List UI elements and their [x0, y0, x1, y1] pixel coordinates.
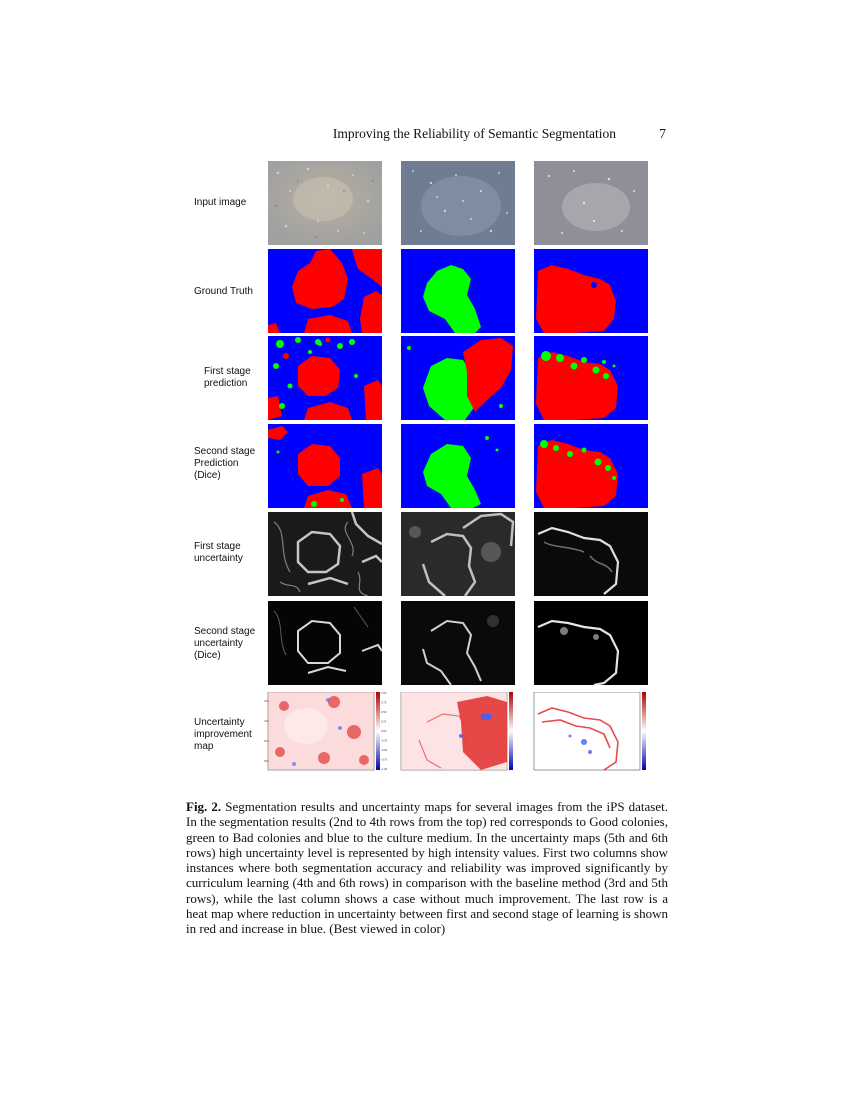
second-stage-uncertainty-col2	[401, 601, 515, 685]
second-stage-prediction-col1	[268, 424, 382, 508]
colorbar-tick-label: -0.75	[381, 758, 388, 762]
page-number: 7	[659, 126, 666, 141]
second-stage-prediction-col2	[401, 424, 515, 508]
figure-caption-text: Segmentation results and uncertainty maps for several images from the iPS dataset. In the segmentation results (2nd to 4th rows from the top) red corresponds to Good colonies, green to Bad colonies and blue to the culture medium. In the uncertainty maps (5th and 6th rows) high uncertainty level is represented by high intensity values. First two columns show instances where both segmentation accuracy and reliability was improved significantly by curriculum learning (4th and 6th rows) in comparison with the baseline method (3rd and 5th rows), while the last column shows a case without much improvement. The last row is a heat map where reduction in uncertainty between first and second stage of learning is shown in red and increase in blue. (Best viewed in color)	[186, 799, 668, 937]
running-head	[186, 126, 666, 144]
first-stage-prediction-col3	[534, 336, 648, 420]
ground-truth-col3	[534, 249, 648, 333]
first-stage-prediction-col2	[401, 336, 515, 420]
row-label-first-stage-prediction: First stage prediction	[204, 366, 251, 389]
colorbar-tick-label: 1.00	[381, 692, 387, 695]
colorbar-tick-label: 0.00	[381, 730, 387, 733]
ground-truth-col2	[401, 249, 515, 333]
figure-caption	[186, 799, 668, 937]
row-label-first-stage-uncertainty: First stage uncertainty	[194, 541, 243, 564]
colorbar-tick-label: 0.25	[381, 720, 387, 724]
running-title: Improving the Reliability of Semantic Segmentation	[332, 126, 616, 141]
input-image-col1	[268, 161, 382, 245]
row-label-uncertainty-improvement-map: Uncertainty improvement map	[194, 717, 252, 752]
first-stage-prediction-col1	[268, 336, 382, 420]
second-stage-uncertainty-col3	[534, 601, 648, 685]
second-stage-uncertainty-col1	[268, 601, 382, 685]
svg-text:600: 600	[264, 740, 269, 743]
colorbar-tick-label: 0.50	[381, 711, 387, 714]
uncertainty-improvement-map-col2	[397, 692, 511, 776]
figure-caption-label: Fig. 2.	[186, 799, 222, 814]
uncertainty-improvement-map-col1	[264, 692, 388, 776]
row-label-second-stage-uncertainty: Second stage uncertainty (Dice)	[194, 626, 256, 661]
first-stage-uncertainty-col3	[534, 512, 648, 596]
svg-text:800: 800	[264, 760, 269, 763]
svg-text:200: 200	[264, 700, 269, 703]
colorbar-tick-label: -0.25	[381, 739, 388, 743]
colorbar-tick-label: -0.50	[381, 749, 388, 752]
colorbar-tick-label: 0.75	[381, 701, 387, 705]
second-stage-prediction-col3	[534, 424, 648, 508]
input-image-col3	[534, 161, 648, 245]
svg-text:400: 400	[264, 720, 269, 723]
row-label-ground-truth: Ground Truth	[194, 286, 253, 297]
row-label-second-stage-prediction: Second stage Prediction (Dice)	[194, 446, 256, 481]
input-image-col2	[401, 161, 515, 245]
first-stage-uncertainty-col1	[268, 512, 382, 596]
row-label-input-image: Input image	[194, 197, 247, 208]
uncertainty-improvement-map-col3	[530, 692, 644, 776]
first-stage-uncertainty-col2	[401, 512, 515, 596]
colorbar-tick-label: -1.00	[381, 768, 388, 771]
ground-truth-col1	[268, 249, 382, 333]
